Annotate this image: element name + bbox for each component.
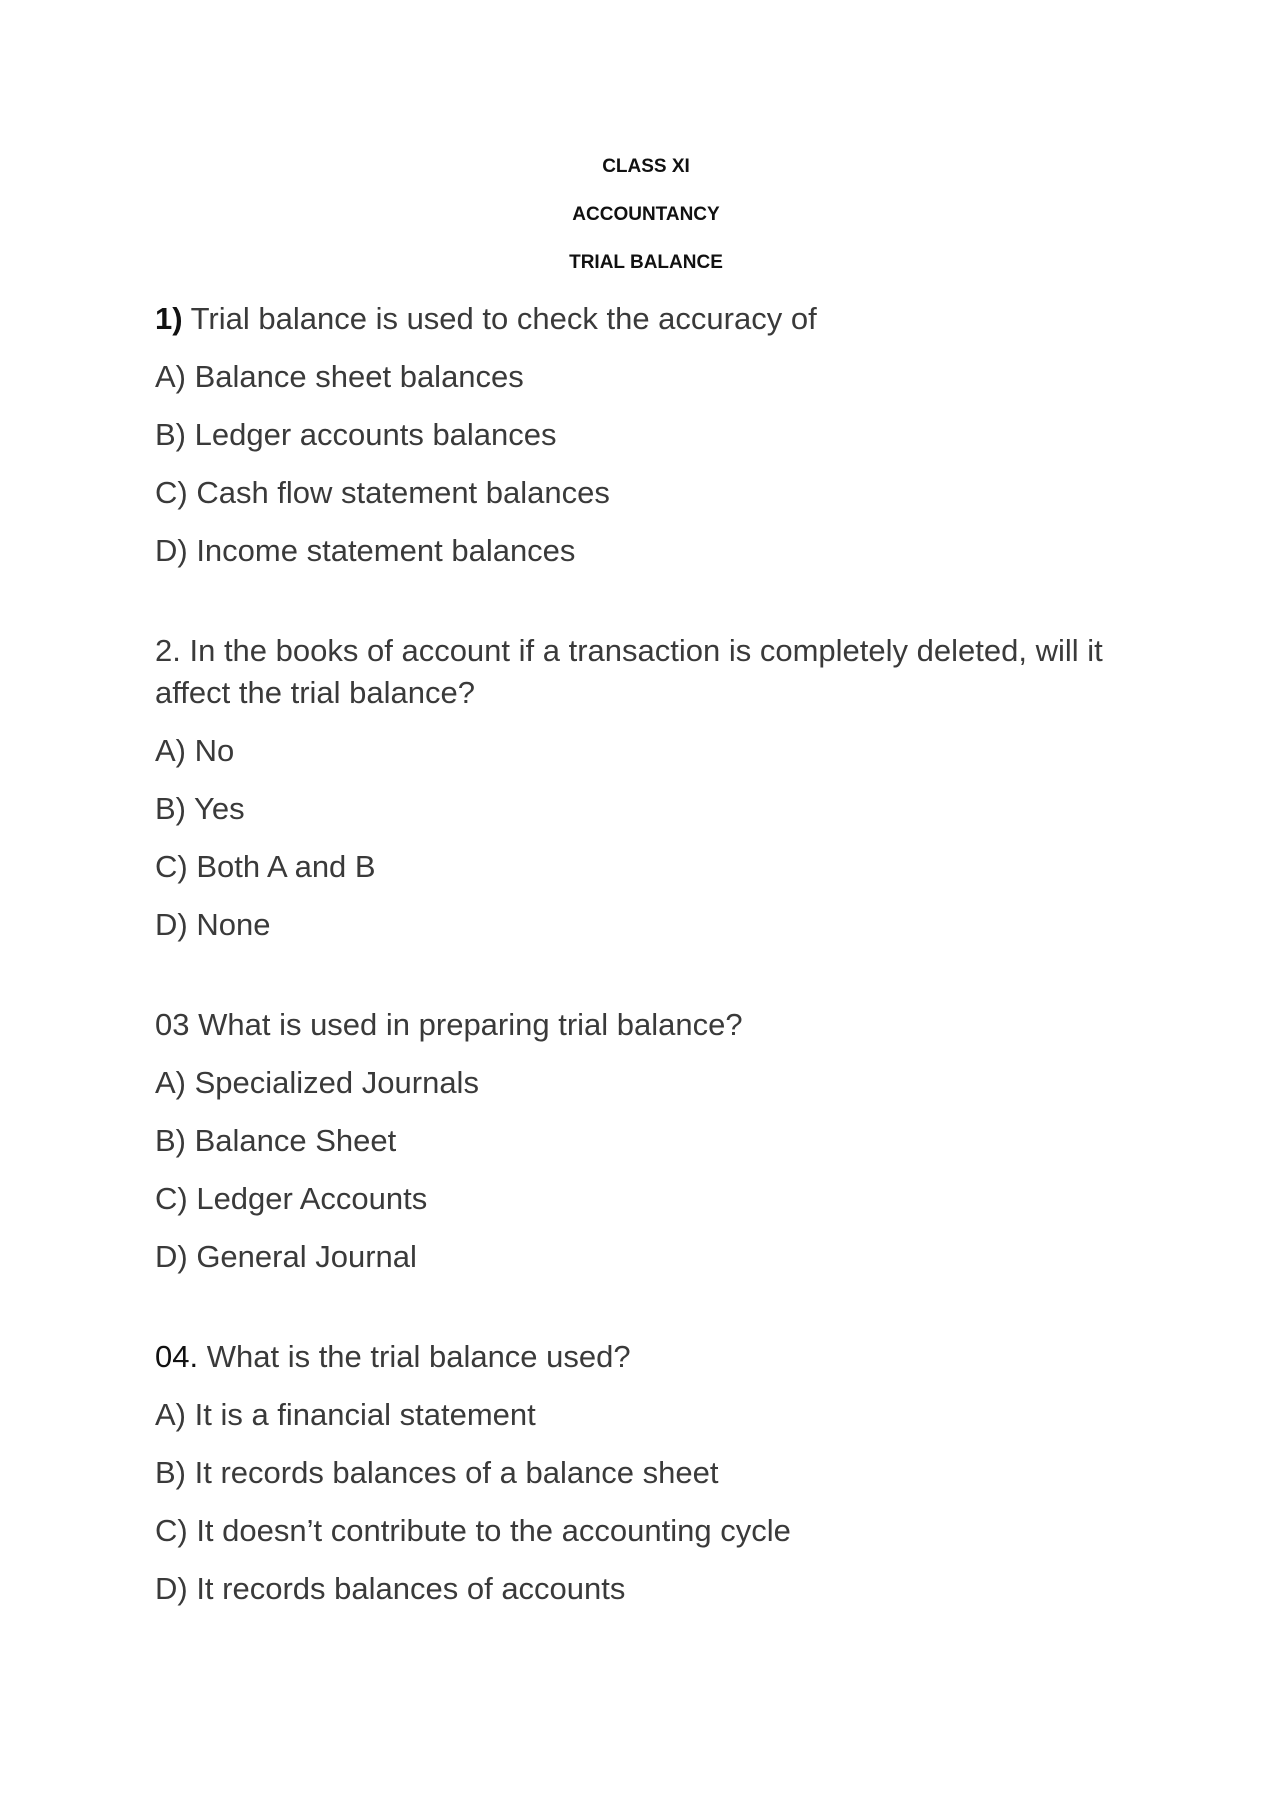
question-3-option-b: B) Balance Sheet: [155, 1123, 397, 1158]
question-1-option-d: D) Income statement balances: [155, 533, 576, 568]
question-4-option-a: A) It is a financial statement: [155, 1397, 536, 1432]
question-1-text: Trial balance is used to check the accuracy of: [182, 301, 817, 336]
question-4-option-c: C) It doesn’t contribute to the accounting cycle: [155, 1513, 791, 1548]
question-2-number: 2.: [155, 633, 181, 668]
question-3-option-a: A) Specialized Journals: [155, 1065, 479, 1100]
question-4-option-b: B) It records balances of a balance sheet: [155, 1455, 719, 1490]
question-1-number: 1): [155, 301, 183, 336]
question-4-number: 04.: [155, 1339, 199, 1374]
subject-heading: ACCOUNTANCY: [572, 204, 720, 225]
question-3: [155, 1004, 1135, 1046]
question-2-option-b: B) Yes: [155, 791, 245, 826]
question-2: [155, 630, 1135, 714]
question-3-option-d: D) General Journal: [155, 1239, 417, 1274]
question-2-text: In the books of account if a transaction is completely deleted, will it affect the trial balance?: [155, 633, 1103, 710]
question-1: [155, 298, 1135, 340]
question-4: [155, 1336, 1135, 1378]
question-3-text: What is used in preparing trial balance?: [189, 1007, 743, 1042]
question-1-option-a: A) Balance sheet balances: [155, 359, 524, 394]
question-3-number: 03: [155, 1007, 190, 1042]
question-2-option-a: A) No: [155, 733, 235, 768]
topic-heading: TRIAL BALANCE: [569, 252, 723, 273]
question-4-text: What is the trial balance used?: [198, 1339, 631, 1374]
class-heading: CLASS XI: [602, 156, 690, 177]
question-3-option-c: C) Ledger Accounts: [155, 1181, 428, 1216]
question-2-option-d: D) None: [155, 907, 271, 942]
question-4-option-d: D) It records balances of accounts: [155, 1571, 626, 1606]
question-1-option-b: B) Ledger accounts balances: [155, 417, 557, 452]
question-2-option-c: C) Both A and B: [155, 849, 376, 884]
question-1-option-c: C) Cash flow statement balances: [155, 475, 610, 510]
